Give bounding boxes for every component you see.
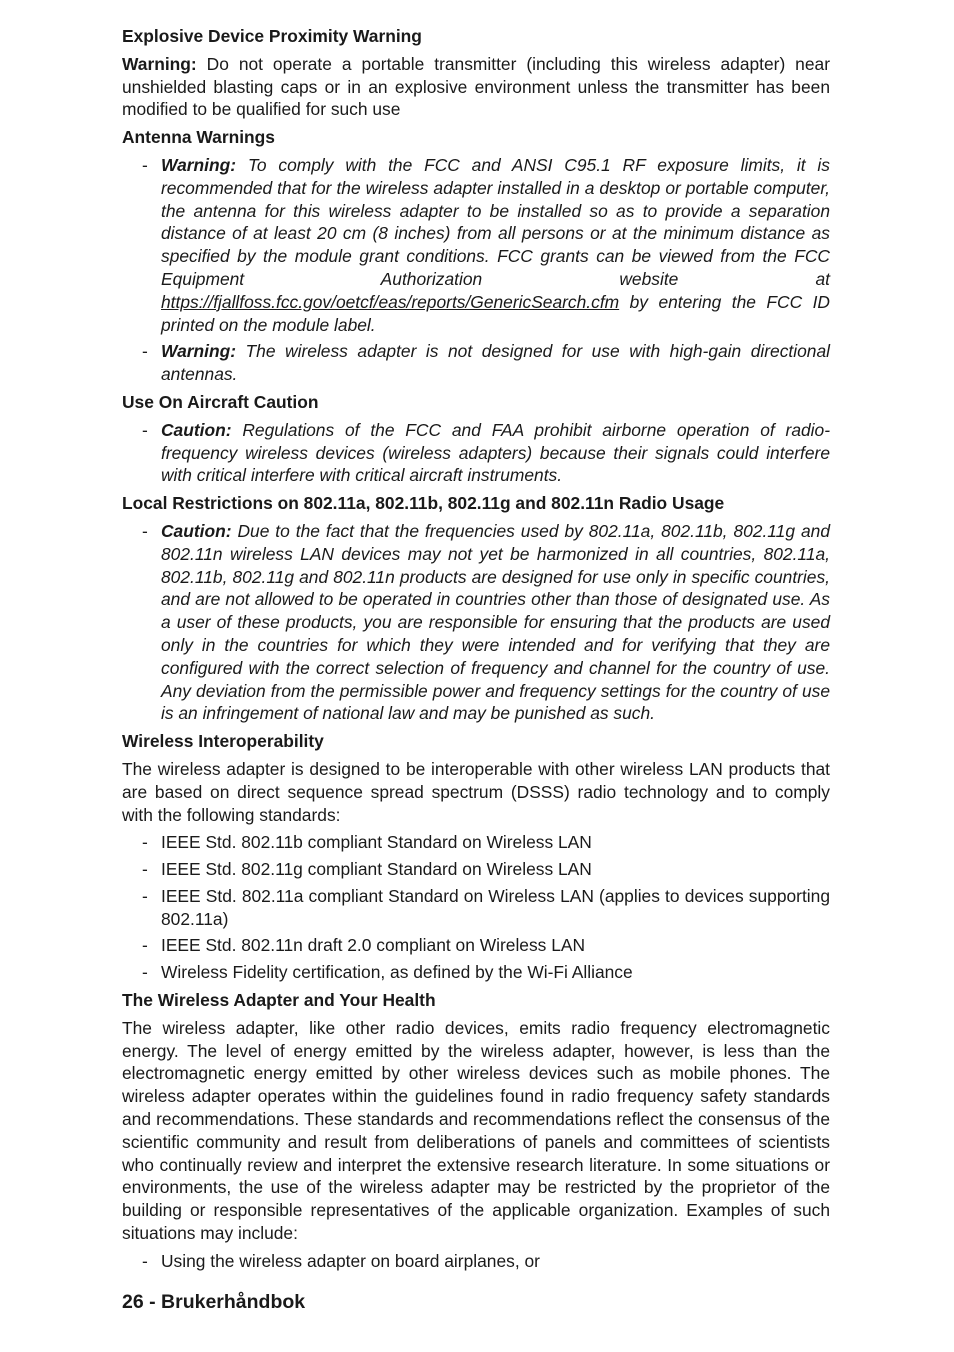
list-dash: - (142, 935, 148, 956)
heading-aircraft-caution: Use On Aircraft Caution (122, 391, 319, 412)
local-restrictions-list (122, 520, 830, 725)
list-dash: - (142, 962, 148, 983)
warning-label: Warning: (161, 341, 237, 362)
caution-label: Caution: (161, 419, 232, 440)
document-page (122, 25, 830, 1278)
warning-text-end: by entering the FCC ID printed on the module label. (161, 291, 830, 335)
heading-adapter-health: The Wireless Adapter and Your Health (122, 990, 436, 1011)
heading-explosive-warning: Explosive Device Proximity Warning (122, 26, 422, 46)
list-item (122, 154, 830, 336)
heading-wireless-interoperability: Wireless Interoperability (122, 731, 324, 752)
aircraft-caution-list (122, 419, 830, 487)
warning-label: Warning: (161, 154, 237, 175)
list-dash: - (142, 419, 148, 440)
antenna-warning-list (122, 154, 830, 386)
warning-text: The wireless adapter is not designed for use with high-gain directional antennas. (161, 341, 830, 385)
list-item: - IEEE Std. 802.11a compliant Standard on Wireless LAN (applies to devices supporting 802.11a) (142, 885, 830, 929)
list-item: - IEEE Std. 802.11b compliant Standard on Wireless LAN (142, 832, 592, 853)
list-dash: - (142, 1250, 148, 1271)
paragraph-health: The wireless adapter, like other radio devices, emits radio frequency electromagnetic energy. The level of energy emitted by the wireless adapter, however, is less than the electromagnetic energy emitted by other wireless devices such as mobile phones. The wireless adapter operates within the guidelines found in radio frequency safety standards and recommendations. These standards and recommendations reflect the consensus of the scientific community and result from deliberations of panels and committees of scientists who continually review and interpret the extensive research literature. In some situations or environments, the use of the wireless adapter may be restricted by the proprietor of the building or responsible representatives of the applicable organization. Examples of such situations may include: (122, 1017, 830, 1244)
list-item (122, 340, 830, 386)
caution-label: Caution: (161, 520, 232, 541)
paragraph-interoperability: The wireless adapter is designed to be interoperable with other wireless LAN products that are based on direct sequence spread spectrum (DSSS) radio technology and to comply with the following standards: (122, 758, 830, 825)
warning-text: To comply with the FCC and ANSI C95.1 RF exposure limits, it is recommended that for the wireless adapter installed in a desktop or portable computer, the antenna for this wireless adapter to be installed so as to provide a separation distance of at least 20 cm (8 inches) from all persons or at the minimum distance as specified by the module grant conditions. FCC grants can be viewed from the FCC Equipment Authorization website at (161, 154, 830, 289)
page-footer: 26 - Brukerhåndbok (122, 1291, 306, 1313)
list-dash: - (142, 832, 148, 853)
caution-text: Regulations of the FCC and FAA prohibit airborne operation of radio-frequency wireless devices (wireless adapters) because their signals could interfere with critical interfere with critical aircraft instruments. (161, 419, 830, 486)
list-dash: - (142, 885, 148, 906)
warning-label: Warning: (122, 53, 197, 74)
heading-antenna-warnings: Antenna Warnings (122, 127, 275, 148)
paragraph-explosive-warning (122, 53, 830, 121)
fcc-search-link[interactable]: https://fjallfoss.fcc.gov/oetcf/eas/reports/GenericSearch.cfm (161, 291, 620, 312)
list-item: - IEEE Std. 802.11g compliant Standard on Wireless LAN (142, 859, 592, 880)
warning-text: Do not operate a portable transmitter (including this wireless adapter) near unshielded blasting caps or in an explosive environment unless the transmitter has been modified to be qualified for such use (122, 53, 830, 120)
list-item (122, 419, 830, 487)
list-dash: - (142, 859, 148, 880)
list-dash: - (142, 341, 148, 362)
list-dash: - (142, 520, 148, 541)
health-situations-list (122, 1250, 830, 1273)
list-item: - IEEE Std. 802.11n draft 2.0 compliant on Wireless LAN (142, 935, 586, 956)
list-item: - Using the wireless adapter on board airplanes, or (142, 1250, 540, 1271)
list-item: - Wireless Fidelity certification, as defined by the Wi-Fi Alliance (142, 962, 633, 983)
list-dash: - (142, 154, 148, 175)
standards-list (122, 831, 830, 984)
list-item (122, 520, 830, 725)
heading-local-restrictions: Local Restrictions on 802.11a, 802.11b, 802.11g and 802.11n Radio Usage (122, 493, 725, 514)
caution-text: Due to the fact that the frequencies used by 802.11a, 802.11b, 802.11g and 802.11n wireless LAN devices may not yet be harmonized in all countries, 802.11a, 802.11b, 802.11g and 802.11n products are designed for use only in specific countries, and are not allowed to be operated in countries other than those of designated use. As a user of these products, you are responsible for ensuring that the products are used only in the countries for which they were intended and for verifying that they are configured with the correct selection of frequency and channel for the country of use. Any deviation from the permissible power and frequency settings for the country of use is an infringement of national law and may be punished as such. (161, 520, 830, 724)
